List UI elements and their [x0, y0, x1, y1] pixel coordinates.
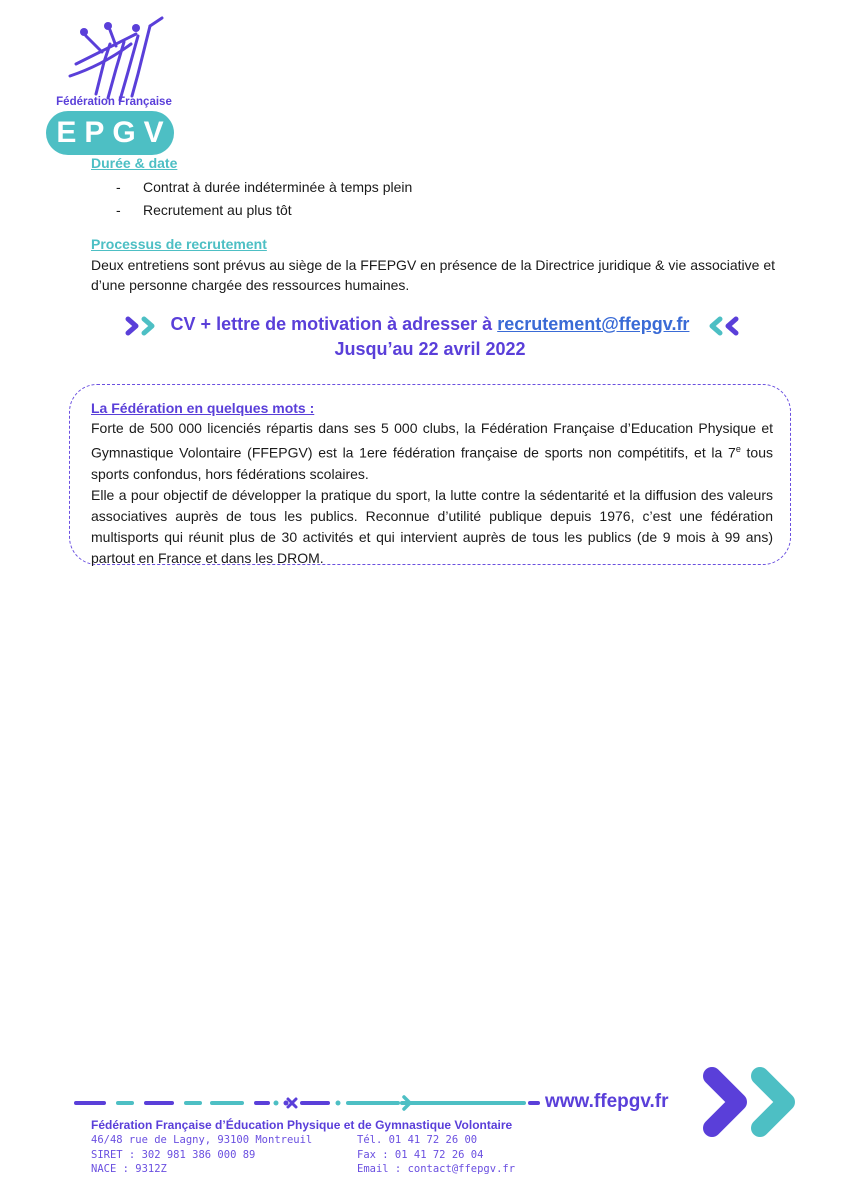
footer-organization-name: Fédération Française d’Éducation Physique et de Gymnastique Volontaire — [91, 1118, 513, 1132]
gymnast-figures-icon — [66, 14, 166, 106]
processus-heading: Processus de recrutement — [91, 236, 267, 252]
duree-heading: Durée & date — [91, 155, 178, 171]
federation-heading: La Fédération en quelques mots : — [91, 400, 315, 416]
federation-text — [91, 418, 773, 569]
footer-email[interactable]: Email : contact@ffepgv.fr — [357, 1163, 516, 1175]
footer-website-link[interactable]: www.ffepgv.fr — [545, 1091, 669, 1112]
cta-block — [110, 312, 750, 362]
list-item-text: Contrat à durée indéterminée à temps plein — [143, 178, 413, 195]
footer-decorative-line — [72, 1092, 612, 1114]
logo-brand: EPGV — [46, 111, 174, 155]
duree-list — [116, 175, 716, 221]
footer-left-column — [91, 1133, 312, 1177]
federation-para1-sup: e — [735, 444, 741, 454]
list-item-text: Recrutement au plus tôt — [143, 201, 292, 218]
footer-tel: Tél. 01 41 72 26 00 — [357, 1134, 478, 1146]
list-item — [116, 198, 716, 221]
ffepgv-logo — [44, 14, 184, 150]
footer-address: 46/48 rue de Lagny, 93100 Montreuil — [91, 1134, 313, 1146]
federation-para1-start: Forte de 500 000 licenciés répartis dans ses 5 000 clubs, la Fédération Française d’Education Physique et Gymnastique Volontaire (FFEPGV) est la 1ere fédération française de sports non compétitifs, et la 7 — [91, 420, 773, 461]
list-item — [116, 175, 716, 198]
footer-fax: Fax : 01 41 72 26 04 — [357, 1148, 484, 1161]
cta-line — [110, 312, 750, 336]
recruitment-email-link[interactable]: recrutement@ffepgv.fr — [497, 314, 690, 334]
federation-paragraph-2: Elle a pour objectif de développer la pratique du sport, la lutte contre la sédentarité et la diffusion des valeurs associatives auprès de tous les publics. Reconnue d’utilité publique depuis 1976, c’est une fédération multisports qui réunit plus de 30 activités et qui intervient auprès de tous les publics (de 9 mois à 99 ans) partout en France et dans les DROM. — [91, 486, 773, 566]
federation-paragraph-1 — [91, 418, 773, 485]
cta-prefix: CV + lettre de motivation à adresser à — [170, 314, 498, 334]
logo-federation-label: Fédération Française — [56, 96, 172, 108]
processus-text: Deux entretiens sont prévus au siège de la FFEPGV en présence de la Directrice juridique & vie associative et d’une personne chargée des ressources humaines. — [91, 257, 776, 293]
footer-right-column — [357, 1133, 515, 1177]
dash-bullet: - — [116, 178, 121, 195]
footer-nace: NACE : 9312Z — [91, 1163, 167, 1175]
federation-para1-end: tous sports confondus, hors fédérations scolaires. — [91, 444, 773, 482]
cta-deadline: Jusqu’au 22 avril 2022 — [334, 339, 526, 359]
dash-bullet: - — [116, 201, 121, 218]
footer-double-chevron-icon — [698, 1066, 802, 1138]
footer-siret: SIRET : 302 981 386 000 89 — [91, 1148, 256, 1161]
double-chevron-left-icon — [703, 316, 739, 336]
